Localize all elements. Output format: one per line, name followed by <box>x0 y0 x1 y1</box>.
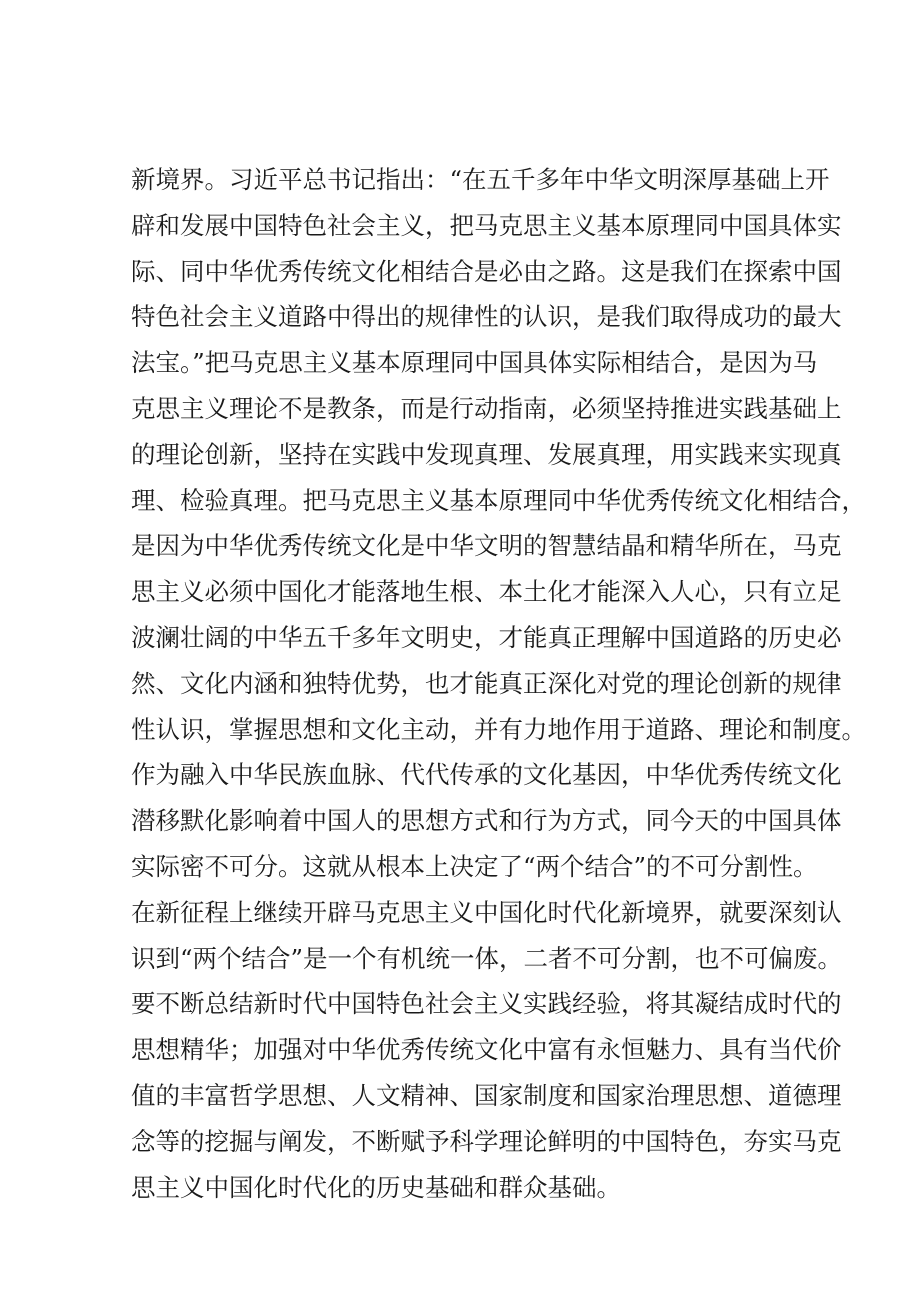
text-line: 实际密不可分。这就从根本上决定了“两个结合”的不可分割性。 <box>131 851 818 881</box>
text-line: 识到“两个结合”是一个有机统一体，二者不可分割，也不可偏废。 <box>131 943 843 973</box>
text-line: 然、文化内涵和独特优势，也才能真正深化对党的理论创新的规律 <box>131 668 842 698</box>
text-line: 辟和发展中国特色社会主义，把马克思主义基本原理同中国具体实 <box>131 210 842 240</box>
text-line: 值的丰富哲学思想、人文精神、国家制度和国家治理思想、道德理 <box>131 1080 842 1110</box>
text-line: 在新征程上继续开辟马克思主义中国化时代化新境界，就要深刻认 <box>131 897 842 927</box>
text-line: 法宝。”把马克思主义基本原理同中国具体实际相结合，是因为马 <box>131 348 818 378</box>
text-line: 潜移默化影响着中国人的思想方式和行为方式，同今天的中国具体 <box>131 806 842 836</box>
text-line: 际、同中华优秀传统文化相结合是必由之路。这是我们在探索中国 <box>131 256 842 286</box>
text-line: 克思主义理论不是教条，而是行动指南，必须坚持推进实践基础上 <box>131 393 842 423</box>
text-line: 思想精华；加强对中华优秀传统文化中富有永恒魅力、具有当代价 <box>131 1035 842 1065</box>
text-line: 波澜壮阔的中华五千多年文明史，才能真正理解中国道路的历史必 <box>131 622 842 652</box>
text-line: 是因为中华优秀传统文化是中华文明的智慧结晶和精华所在，马克 <box>131 531 842 561</box>
text-line: 特色社会主义道路中得出的规律性的认识，是我们取得成功的最大 <box>131 302 842 332</box>
text-line: 思主义必须中国化才能落地生根、本土化才能深入人心，只有立足 <box>131 577 842 607</box>
text-line: 念等的挖掘与阐发，不断赋予科学理论鲜明的中国特色，夯实马克 <box>131 1126 842 1156</box>
text-line: 的理论创新，坚持在实践中发现真理、发展真理，用实践来实现真 <box>131 439 842 469</box>
text-line: 新境界。习近平总书记指出：“在五千多年中华文明深厚基础上开 <box>131 165 830 194</box>
text-line: 性认识，掌握思想和文化主动，并有力地作用于道路、理论和制度。 <box>131 714 866 744</box>
text-line-last: 思主义中国化时代化的历史基础和群众基础。 <box>131 1172 621 1202</box>
text-line: 要不断总结新时代中国特色社会主义实践经验，将其凝结成时代的 <box>131 989 842 1019</box>
body-paragraph <box>131 157 866 1210</box>
text-line: 理、检验真理。把马克思主义基本原理同中华优秀传统文化相结合， <box>131 485 866 515</box>
text-line: 作为融入中华民族血脉、代代传承的文化基因，中华优秀传统文化 <box>131 760 842 790</box>
